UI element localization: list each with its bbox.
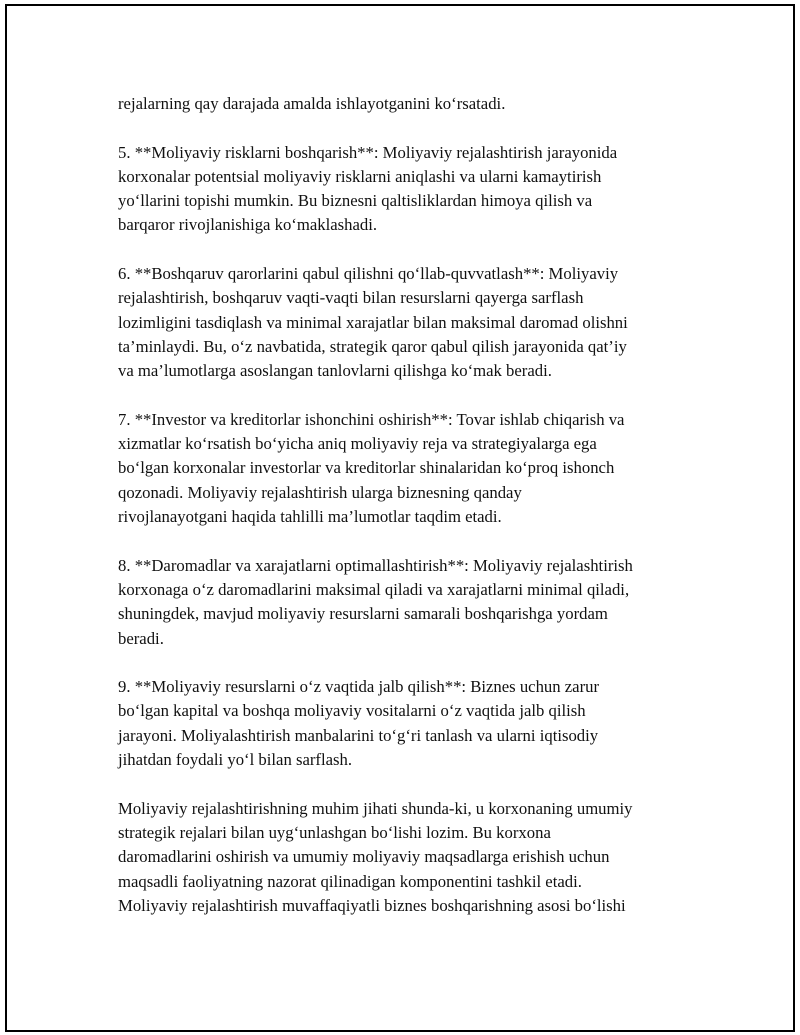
paragraph-item-6-decision-support: 6. **Boshqaruv qarorlarini qabul qilishni qo‘llab-quvvatlash**: Moliyaviy rejalashtirish, boshqaruv vaqti-vaqti bilan resurslarni qayerga sarflash lozimligini tasdiqlash va minimal xarajatlar bilan maksimal daromad olishni ta’minlaydi. Bu, o‘z navbatida, strategik qaror qabul qilish jarayonida qat’iy va ma’lumotlarga asoslangan tanlovlarni qilishga ko‘mak beradi. [118,264,628,381]
paragraph-item-7-investor-trust: 7. **Investor va kreditorlar ishonchini oshirish**: Tovar ishlab chiqarish va xizmatlar ko‘rsatish bo‘yicha aniq moliyaviy reja va strategiyalarga ega bo‘lgan korxonalar investorlar va kreditorlar shinalaridan ko‘proq ishonch qozonadi. Moliyaviy rejalashtirish ularga biznesning qanday rivojlanayotgani haqida tahlilli ma’lumotlar taqdim etadi. [118,409,625,527]
paragraph-item-9-resource-attraction: 9. **Moliyaviy resurslarni o‘z vaqtida jalb qilish**: Biznes uchun zarur bo‘lgan kapital va boshqa moliyaviy vositalarni o‘z vaqtida jalb qilish jarayoni. Moliyalashtirish manbalarini to‘g‘ri tanlash va ularni iqtisodiy jihatdan foydali yo‘l bilan sarflash. [118,677,600,770]
paragraph-item-8-optimization: 8. **Daromadlar va xarajatlarni optimallashtirish**: Moliyaviy rejalashtirish korxonaga o‘z daromadlarini maksimal qiladi va xarajatlarni minimal qiladi, shuningdek, mavjud moliyaviy resurslarni samarali boshqarishga yordam beradi. [118,555,633,648]
document-body [118,92,718,918]
paragraph-intro-continuation: rejalarning qay darajada amalda ishlayotganini ko‘rsatadi. [118,94,506,113]
paragraph-conclusion: Moliyaviy rejalashtirishning muhim jihati shunda-ki, u korxonaning umumiy strategik rejalari bilan uyg‘unlashgan bo‘lishi lozim. Bu korxona daromadlarini oshirish va umumiy moliyaviy maqsadlarga erishish uchun maqsadli faoliyatning nazorat qilinadigan komponentini tashkil etadi. Moliyaviy rejalashtirish muvaffaqiyatli biznes boshqarishning asosi bo‘lishi [118,798,633,915]
paragraph-item-5-risk-management: 5. **Moliyaviy risklarni boshqarish**: Moliyaviy rejalashtirish jarayonida korxonalar potentsial moliyaviy risklarni aniqlashi va ularni kamaytirish yo‘llarini topishi mumkin. Bu biznesni qaltisliklardan himoya qilish va barqaror rivojlanishiga ko‘maklashadi. [118,142,618,235]
document-page [5,4,795,1032]
